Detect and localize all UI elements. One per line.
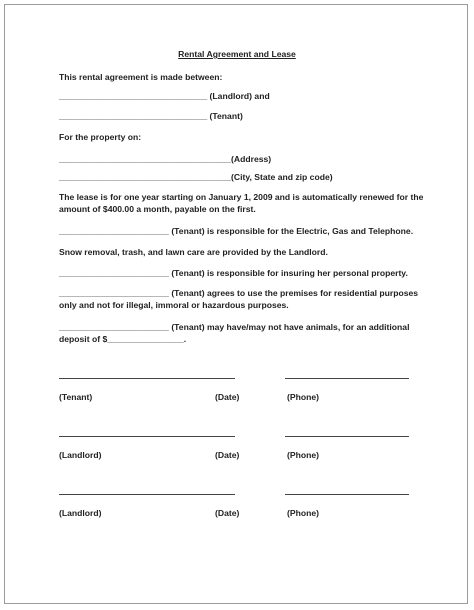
phone-label: (Phone): [287, 392, 319, 402]
signature-role-label: (Landlord): [59, 508, 102, 518]
signature-line: [59, 436, 235, 437]
tenant-line: _______________________________ (Tenant): [59, 111, 243, 121]
phone-line: [285, 436, 409, 437]
date-label: (Date): [215, 450, 240, 460]
premises-use-line-2: only and not for illegal, immoral or hazardous purposes.: [59, 300, 289, 310]
intro-text: This rental agreement is made between:: [59, 72, 223, 82]
phone-label: (Phone): [287, 508, 319, 518]
animals-line-2: deposit of $________________.: [59, 334, 187, 344]
signature-line: [59, 494, 235, 495]
landlord-line: _______________________________ (Landlord) and: [59, 91, 270, 101]
property-label: For the property on:: [59, 132, 142, 142]
premises-use-line-1: _______________________ (Tenant) agrees to use the premises for residential purposes: [59, 288, 419, 298]
document-title: Rental Agreement and Lease: [178, 49, 296, 59]
document-page: [4, 4, 468, 604]
animals-line-1: _______________________ (Tenant) may have/may not have animals, for an additional: [59, 322, 410, 332]
snow-removal-line: Snow removal, trash, and lawn care are provided by the Landlord.: [59, 247, 328, 257]
signature-role-label: (Landlord): [59, 450, 102, 460]
phone-label: (Phone): [287, 450, 319, 460]
date-label: (Date): [215, 392, 240, 402]
date-label: (Date): [215, 508, 240, 518]
phone-line: [285, 494, 409, 495]
phone-line: [285, 378, 409, 379]
signature-line: [59, 378, 235, 379]
signature-role-label: (Tenant): [59, 392, 93, 402]
lease-term-line-1: The lease is for one year starting on January 1, 2009 and is automatically renewed for the: [59, 192, 424, 202]
insurance-line: _______________________ (Tenant) is responsible for insuring her personal property.: [59, 268, 408, 278]
address-line: ____________________________________(Address): [59, 154, 272, 164]
utilities-line: _______________________ (Tenant) is responsible for the Electric, Gas and Telephone.: [59, 226, 414, 236]
lease-term-line-2: amount of $400.00 a month, payable on the first.: [59, 204, 256, 214]
city-state-zip-line: ____________________________________(City, State and zip code): [59, 172, 333, 182]
